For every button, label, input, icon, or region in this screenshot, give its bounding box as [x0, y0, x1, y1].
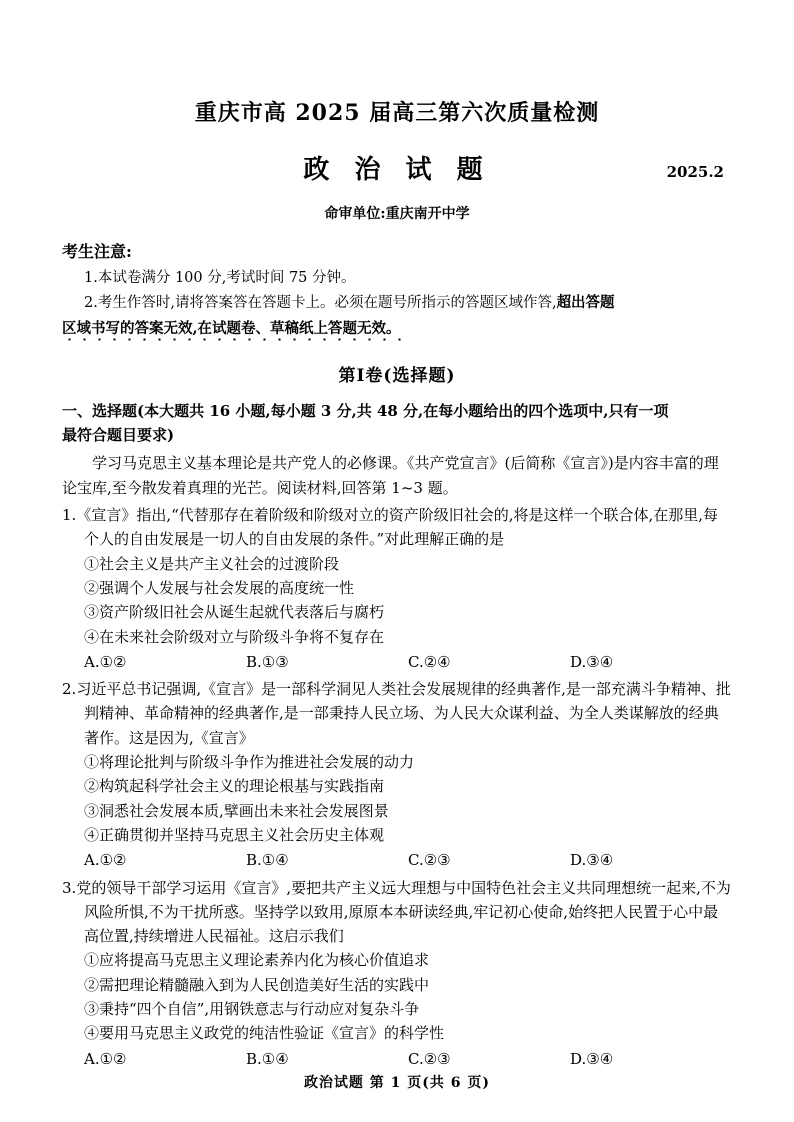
question-options — [62, 750, 732, 847]
exam-date: 2025.2 — [666, 163, 724, 181]
stem-intro: 学习马克思主义基本理论是共产党人的必修课。《共产党宣言》(后简称《宣言》)是内容丰富的理论宝库,至今散发着真理的光芒。阅读材料,回答第 1~3 题。 — [62, 454, 719, 497]
answer-choice-c[interactable]: C.②③ — [408, 851, 451, 870]
option-line: ④正确贯彻并坚持马克思主义社会历史主体观 — [84, 825, 385, 844]
question-body — [62, 503, 732, 552]
answer-choices — [62, 848, 732, 872]
subject-title: 政 治 试 题 — [303, 155, 491, 185]
answer-choice-c[interactable]: C.②③ — [408, 1049, 451, 1068]
organization-line: 命审单位:重庆南开中学 — [324, 206, 470, 222]
option-line: ③秉持“四个自信”,用钢铁意志与行动应对复杂斗争 — [84, 999, 420, 1018]
notice-title: 考生注意: — [62, 242, 132, 261]
part-heading-line1: 一、选择题(本大题共 16 小题,每小题 3 分,共 48 分,在每小题给出的四个选项中,只有一项 — [62, 402, 669, 421]
option-line: ②构筑起科学社会主义的理论根基与实践指南 — [84, 777, 385, 796]
option-line: ③资产阶级旧社会从诞生起就代表落后与腐朽 — [84, 603, 385, 622]
option-line: ④在未来社会阶级对立与阶级斗争将不复存在 — [84, 627, 385, 646]
part-heading-line2: 最符合题目要求) — [62, 426, 175, 445]
notice-item-2-text-b: 超出答题 — [556, 294, 615, 312]
answer-choices — [62, 1047, 732, 1071]
answer-choice-b[interactable]: B.①④ — [246, 1049, 289, 1068]
question-item — [62, 677, 732, 872]
page-title: 重庆市高 2025 届高三第六次质量检测 — [194, 100, 600, 126]
answer-choices — [62, 650, 732, 674]
option-line: ①将理论批判与阶级斗争作为推进社会发展的动力 — [84, 753, 415, 772]
question-number: 3. — [62, 878, 77, 897]
answer-choice-a[interactable]: A.①② — [84, 1049, 127, 1068]
question-number: 1. — [62, 506, 77, 525]
part-heading — [62, 399, 732, 447]
subject-row — [62, 149, 732, 187]
question-body — [62, 876, 732, 949]
notice-item-2-text-a: 2.考生作答时,请将答案答在答题卡上。必须在题号所指示的答题区域作答, — [84, 295, 557, 312]
question-options — [62, 948, 732, 1045]
notice-item-2-cont — [62, 317, 732, 341]
question-item — [62, 876, 732, 1071]
option-line: ③洞悉社会发展本质,擘画出未来社会发展图景 — [84, 801, 389, 820]
notice-item-2-text-c: 区域书写的答案无效,在试题卷、草稿纸上答题无效。 — [62, 319, 401, 337]
question-text: 习近平总书记强调,《宣言》是一部科学洞见人类社会发展规律的经典著作,是一部充满斗争精神、批判精神、革命精神的经典著作,是一部秉持人民立场、为人民大众谋利益、为全人类谋解放的经典著作。这是因为,《宣言》 — [76, 680, 731, 747]
answer-choice-b[interactable]: B.①④ — [246, 851, 289, 870]
question-body — [62, 677, 732, 750]
notice-item-2 — [62, 291, 732, 315]
answer-choice-b[interactable]: B.①③ — [246, 652, 289, 671]
answer-choice-d[interactable]: D.③④ — [570, 1049, 614, 1068]
answer-choice-a[interactable]: A.①② — [84, 851, 127, 870]
question-options — [62, 552, 732, 649]
option-line: ②强调个人发展与社会发展的高度统一性 — [84, 578, 355, 597]
option-line: ④要用马克思主义政党的纯洁性验证《宣言》的科学性 — [84, 1024, 445, 1043]
question-text: 《宣言》指出,“代替那存在着阶级和阶级对立的资产阶级旧社会的,将是这样一个联合体,在那里,每个人的自由发展是一切人的自由发展的条件。”对此理解正确的是 — [76, 506, 719, 549]
option-line: ①社会主义是共产主义社会的过渡阶段 — [84, 554, 340, 573]
page-footer: 政治试题 第 1 页(共 6 页) — [303, 1075, 491, 1091]
option-line: ②需把理论精髓融入到为人民创造美好生活的实践中 — [84, 975, 430, 994]
question-number: 2. — [62, 680, 77, 699]
answer-choice-a[interactable]: A.①② — [84, 652, 127, 671]
question-text: 党的领导干部学习运用《宣言》,要把共产主义远大理想与中国特色社会主义共同理想统一起来,不为风险所惧,不为干扰所惑。坚持学以致用,原原本本研读经典,牢记初心使命,始终把人民置于心中最高位置,持续增进人民福祉。这启示我们 — [76, 878, 731, 946]
option-line: ①应将提高马克思主义理论素养内化为核心价值追求 — [84, 951, 430, 970]
answer-choice-d[interactable]: D.③④ — [570, 652, 614, 671]
notice-list — [62, 267, 732, 341]
notice-item-1: 1.本试卷满分 100 分,考试时间 75 分钟。 — [84, 270, 356, 286]
volume-heading: 第Ⅰ卷(选择题) — [338, 366, 456, 387]
question-item — [62, 503, 732, 674]
answer-choice-c[interactable]: C.②④ — [408, 652, 451, 671]
answer-choice-d[interactable]: D.③④ — [570, 851, 614, 870]
